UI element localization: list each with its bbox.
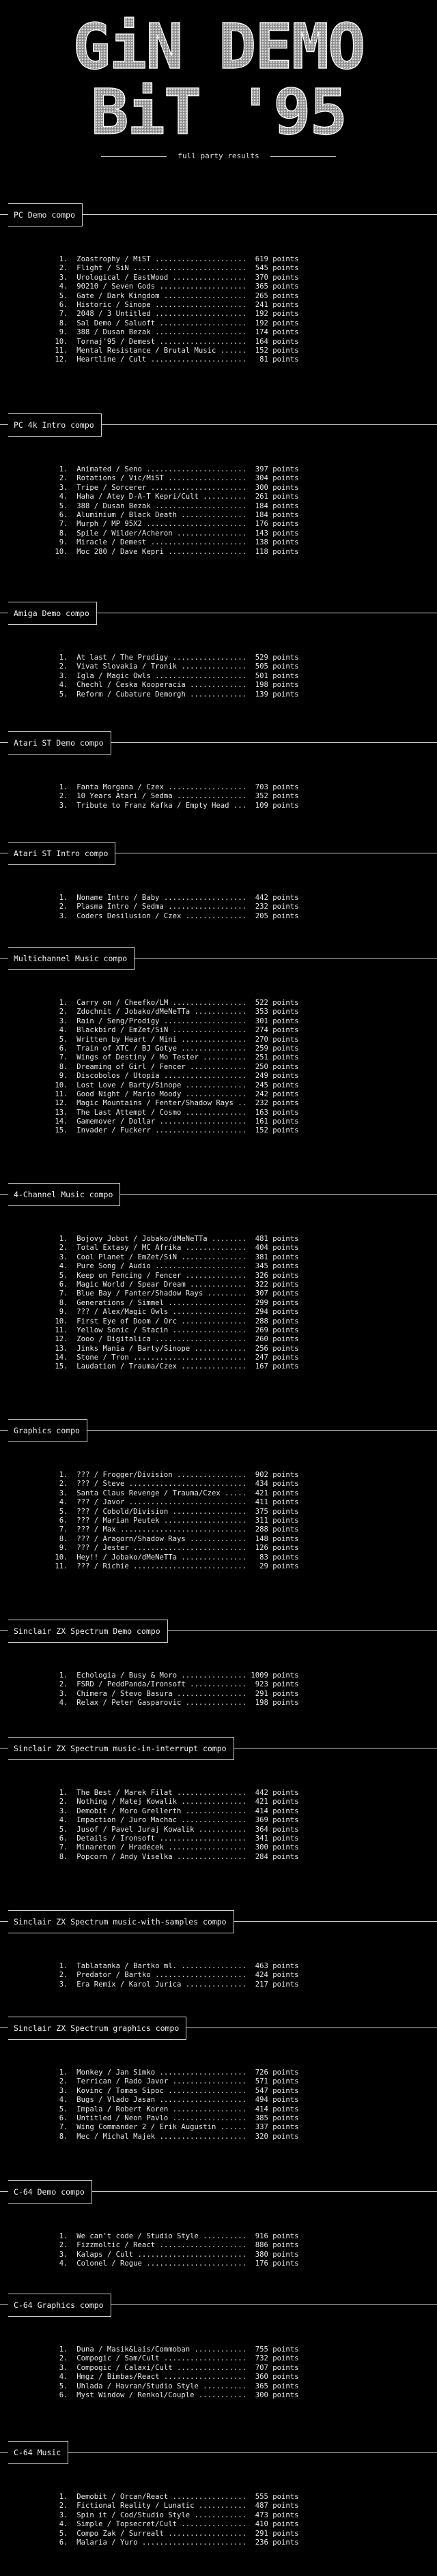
section-header — [0, 1620, 437, 1643]
result-row: 1. The Best / Marek Filat ................ 442 points — [51, 1789, 299, 1797]
result-row: 3. Kovinc / Tomas Sipoc .................. 547 points — [51, 2086, 299, 2095]
result-row: 5. Impala / Robert Koren ................. 414 points — [51, 2105, 299, 2113]
compo-section — [0, 1419, 437, 1571]
result-row: 8. Generations / Simmel .................. 299 points — [51, 1298, 299, 1307]
section-header — [0, 842, 437, 865]
result-row: 12. Zooo / Digitalica ..................... 260 points — [51, 1335, 299, 1344]
result-row: 6. Aluminium / Black Death ............... 184 points — [51, 510, 299, 519]
result-row: 15. Laudation / Trauma/Czex ............... 167 points — [51, 1362, 299, 1371]
result-row: 2. Terrican / Rado Javor ................. 571 points — [51, 2077, 299, 2086]
result-row: 10. First Eye of Doom / Orc ............... 288 points — [51, 1317, 299, 1326]
result-row: 6. Historic / Sinope ..................... 241 points — [51, 300, 299, 309]
result-row: 2. Fictional Reality / Lunatic ........... 487 points — [51, 2502, 299, 2511]
compo-section — [0, 1910, 437, 1989]
result-row: 5. Written by Heart / Mini ............... 270 points — [51, 1035, 299, 1044]
result-row: 3. Spin it / Cod/Studio Style ............ 473 points — [51, 2511, 299, 2519]
compo-section — [0, 1620, 437, 1708]
result-row: 5. ??? / Cobold/Division ................. 375 points — [51, 1507, 299, 1516]
result-row: 4. Impaction / Juro Machac ............... 369 points — [51, 1816, 299, 1825]
result-row: 13. The Last Attempt / Cosmo .............. 163 points — [51, 1108, 299, 1117]
result-row: 7. Blue Bay / Fanter/Shadow Rays ......... 307 points — [51, 1289, 299, 1298]
result-row: 8. ??? / Aragorn/Shadow Rays ............. 148 points — [51, 1534, 299, 1543]
section-title: C-64 Demo compo — [8, 2180, 92, 2204]
result-row: 1. ??? / Frogger/Division ................ 902 points — [51, 1471, 299, 1479]
result-row: 1. Fanta Morgana / Czex .................. 703 points — [51, 783, 299, 791]
result-row: 13. Jinks Mania / Barty/Sinope ............ 256 points — [51, 1344, 299, 1353]
result-row: 3. Demobit / Moro Grellerth .............. 414 points — [51, 1806, 299, 1815]
compo-section — [0, 413, 437, 557]
compo-section — [0, 2441, 437, 2547]
section-title: 4-Channel Music compo — [8, 1183, 120, 1206]
results-list — [0, 2232, 437, 2269]
compo-section — [0, 2017, 437, 2141]
results-list — [0, 999, 437, 1136]
section-title: PC 4k Intro compo — [8, 413, 102, 437]
result-row: 8. Sal Demo / Saluoft .................... 192 points — [51, 319, 299, 327]
result-row: 5. Gate / Dark Kingdom ................... 265 points — [51, 291, 299, 300]
section-header — [0, 1183, 437, 1206]
result-row: 9. Discobolos / Utopia ................... 249 points — [51, 1072, 299, 1081]
result-row: 3. Kalaps / Cult ......................... 380 points — [51, 2250, 299, 2259]
result-row: 1. Bojovy Jobot / Jobako/dMeNeTTa ........ 481 points — [51, 1235, 299, 1243]
subtitle-rule-left — [101, 156, 167, 157]
result-row: 4. Haha / Atey D-A-T Kepri/Cult .......... 261 points — [51, 493, 299, 501]
section-header — [0, 602, 437, 625]
result-row: 11. Good Night / Mario Moody .............. 242 points — [51, 1089, 299, 1098]
section-title: Multichannel Music compo — [8, 947, 135, 970]
result-row: 2. Compogic / Sam/Cult ................... 732 points — [51, 2354, 299, 2363]
result-row: 9. ??? / Alex/Magic Owls ................. 294 points — [51, 1308, 299, 1317]
result-row: 8. Popcorn / Andy Viselka ................ 284 points — [51, 1852, 299, 1861]
results-list — [0, 1789, 437, 1862]
results-list — [0, 783, 437, 810]
subtitle-text: full party results — [178, 151, 259, 160]
result-row: 4. 90210 / Seven Gods .................... 365 points — [51, 282, 299, 291]
section-header — [0, 947, 437, 970]
section-header — [0, 1419, 437, 1442]
result-row: 1. We can't code / Studio Style .......... 916 points — [51, 2232, 299, 2240]
section-title: Sinclair ZX Spectrum Demo compo — [8, 1620, 168, 1643]
result-row: 5. 388 / Dusan Bezak ..................... 184 points — [51, 501, 299, 510]
section-title: Sinclair ZX Spectrum graphics compo — [8, 2017, 186, 2040]
results-list — [0, 1962, 437, 1989]
compo-section — [0, 947, 437, 1136]
result-row: 7. Minareton / Hradecek .................. 300 points — [51, 1843, 299, 1852]
results-list — [0, 654, 437, 699]
result-row: 2. Rotations / Vic/MiST .................. 304 points — [51, 474, 299, 483]
result-row: 4. Simple / Topsecret/Cult ............... 410 points — [51, 2520, 299, 2529]
section-title: Graphics compo — [8, 1419, 87, 1442]
section-header — [0, 1910, 437, 1933]
results-list — [0, 1235, 437, 1372]
result-row: 6. Malaria / Yuro ........................ 236 points — [51, 2538, 299, 2547]
section-title: Sinclair ZX Spectrum music-in-interrupt compo — [8, 1737, 234, 1760]
results-list — [0, 465, 437, 557]
result-row: 2. Vivat Slovakia / Tronik ............... 505 points — [51, 662, 299, 671]
result-row: 8. Dreaming of Girl / Fencer ............. 250 points — [51, 1062, 299, 1071]
results-list — [0, 894, 437, 921]
result-row: 9. Miracle / Demest ...................... 138 points — [51, 538, 299, 547]
result-row: 14. Stone / Tron .......................... 247 points — [51, 1353, 299, 1362]
result-row: 3. Santa Claus Revenge / Trauma/Czex ..... 421 points — [51, 1489, 299, 1497]
section-title: C-64 Music — [8, 2441, 68, 2464]
result-row: 3. Compogic / Calaxi/Cult ................ 707 points — [51, 2363, 299, 2372]
result-row: 1. Duna / Masik&Lais/Commoban ............ 755 points — [51, 2345, 299, 2354]
compo-section — [0, 1183, 437, 1372]
section-title: Atari ST Demo compo — [8, 731, 111, 755]
result-row: 2. Predator / Bartko ..................... 424 points — [51, 1971, 299, 1980]
result-row: 15. Invader / Fuckerr ..................... 152 points — [51, 1126, 299, 1135]
results-list — [0, 1471, 437, 1571]
result-row: 1. Tablatanka / Bartko ml. ............... 463 points — [51, 1962, 299, 1970]
result-row: 8. Spile / Wilder/Acheron ................ 143 points — [51, 529, 299, 538]
result-row: 2. Zdochnit / Jobako/dMeNeTTa ............ 353 points — [51, 1008, 299, 1016]
result-row: 4. Relax / Peter Gasparovic .............. 198 points — [51, 1699, 299, 1708]
result-row: 1. Zoastrophy / MiST ..................... 619 points — [51, 255, 299, 263]
logo-line-2: BiT '95 — [91, 76, 346, 149]
result-row: 2. 10 Years Atari / Sedma ................ 352 points — [51, 792, 299, 801]
logo-line-1: GiN DEMO — [72, 12, 365, 83]
result-row: 3. Cool Planet / EmZet/SiN ............... 381 points — [51, 1253, 299, 1261]
result-row: 10. Tornaj'95 / Demest .................... 164 points — [51, 337, 299, 346]
result-row: 11. Yellow Sonic / Stacin ................. 269 points — [51, 1326, 299, 1334]
result-row: 3. Tripe / Sorcerer ...................... 300 points — [51, 483, 299, 492]
gin-demo-bit-logo — [0, 12, 437, 149]
compo-section — [0, 203, 437, 365]
result-row: 3. Chimera / Stevo Basura ................ 291 points — [51, 1689, 299, 1698]
result-row: 2. Nothing / Matej Kowalik ............... 421 points — [51, 1798, 299, 1806]
result-row: 5. Reform / Cubature Demorgh ............. 139 points — [51, 690, 299, 699]
result-row: 6. Train of XTC / BJ Gotye ............... 259 points — [51, 1044, 299, 1053]
result-row: 6. Myst Window / Renkol/Couple ........... 300 points — [51, 2390, 299, 2399]
result-row: 4. Blackbird / EmZet/SiN ................. 274 points — [51, 1026, 299, 1035]
result-row: 4. Pure Song / Audio ..................... 345 points — [51, 1262, 299, 1271]
result-row: 6. ??? / Marian Peutek ................... 311 points — [51, 1516, 299, 1525]
compo-section — [0, 602, 437, 699]
section-title: PC Demo compo — [8, 203, 83, 226]
result-row: 1. Demobit / Orcan/React ................. 555 points — [51, 2493, 299, 2501]
result-row: 3. Urological / EastWood ................. 370 points — [51, 273, 299, 282]
result-row: 7. Murph / MP 95X2 ....................... 176 points — [51, 520, 299, 529]
result-row: 10. Moc 280 / Dave Kepri .................. 118 points — [51, 547, 299, 556]
result-row: 10. Lost Love / Barty/Sinope .............. 245 points — [51, 1081, 299, 1089]
section-title: Sinclair ZX Spectrum music-with-samples compo — [8, 1910, 234, 1933]
result-row: 12. Magic Mountains / Fenter/Shadow Rays .. 232 points — [51, 1099, 299, 1108]
result-row: 9. 388 / Dusan Bezak ..................... 174 points — [51, 328, 299, 337]
result-row: 10. Hey!! / Jobako/dMeNeTTa ............... 83 points — [51, 1553, 299, 1562]
result-row: 2. Plasma Intro / Sedma .................. 232 points — [51, 903, 299, 911]
section-title: C-64 Graphics compo — [8, 2294, 111, 2317]
section-header — [0, 2294, 437, 2317]
section-title: Atari ST Intro compo — [8, 842, 115, 865]
result-row: 6. Details / Ironsoft .................... 341 points — [51, 1834, 299, 1843]
compo-section — [0, 2294, 437, 2400]
result-row: 5. Uhlada / Havran/Studio Style .......... 365 points — [51, 2382, 299, 2390]
result-row: 4. Hmgz / Bimbas/React ................... 360 points — [51, 2373, 299, 2382]
result-row: 11. Mental Resistance / Brutal Music ...... 152 points — [51, 346, 299, 355]
result-row: 5. Compo Zak / Surrealt .................. 291 points — [51, 2529, 299, 2538]
result-row: 9. ??? / Jester .......................... 126 points — [51, 1544, 299, 1553]
result-row: 14. Gamemover / Dollar .................... 161 points — [51, 1117, 299, 1126]
result-row: 5. Keep on Fencing / Fencer .............. 326 points — [51, 1271, 299, 1280]
section-header — [0, 413, 437, 437]
section-header — [0, 731, 437, 755]
result-row: 1. Echologia / Busy & Moro ............... 1009 points — [51, 1671, 299, 1680]
result-row: 5. Jusof / Pavel Juraj Kowalik ........... 364 points — [51, 1825, 299, 1834]
result-row: 6. Untitled / Neon Pavlo ................. 385 points — [51, 2113, 299, 2122]
section-header — [0, 2180, 437, 2204]
result-row: 7. Wing Commander 2 / Erik Augustin ...... 337 points — [51, 2123, 299, 2132]
results-list — [0, 255, 437, 365]
subtitle-rule-right — [270, 156, 336, 157]
result-row: 2. Fizzmoltic / React .................... 886 points — [51, 2241, 299, 2250]
result-row: 3. Tribute to Franz Kafka / Empty Head ... 109 points — [51, 801, 299, 810]
result-row: 4. Bugs / Vlado Jasan .................... 494 points — [51, 2096, 299, 2105]
result-row: 7. 2048 / 3 Untitled ..................... 192 points — [51, 310, 299, 319]
compo-section — [0, 842, 437, 921]
results-list — [0, 2493, 437, 2547]
section-title: Amiga Demo compo — [8, 602, 97, 625]
result-row: 1. Monkey / Jan Simko .................... 726 points — [51, 2068, 299, 2077]
result-row: 12. Heartline / Cult ...................... 81 points — [51, 355, 299, 364]
result-row: 11. ??? / Richie .......................... 29 points — [51, 1562, 299, 1570]
results-list — [0, 1671, 437, 1708]
result-row: 2. Total Extasy / MC Afrika .............. 404 points — [51, 1244, 299, 1253]
result-row: 1. At last / The Prodigy ................. 529 points — [51, 654, 299, 662]
result-row: 1. Animated / Seno ....................... 397 points — [51, 465, 299, 473]
result-row: 3. Rain / Seng/Prodigy ................... 301 points — [51, 1016, 299, 1025]
result-row: 2. ??? / Steve ........................... 434 points — [51, 1480, 299, 1489]
results-list — [0, 2068, 437, 2141]
result-row: 3. Igla / Magic Owls ..................... 501 points — [51, 671, 299, 680]
compo-section — [0, 2180, 437, 2269]
result-row: 2. Flight / SiN .......................... 545 points — [51, 264, 299, 273]
results-list — [0, 2345, 437, 2400]
result-row: 3. Era Remix / Karol Jurica .............. 217 points — [51, 1980, 299, 1989]
compo-section — [0, 1737, 437, 1862]
section-header — [0, 2441, 437, 2464]
result-row: 2. FSRD / PeddPanda/Ironsoft ............. 923 points — [51, 1680, 299, 1689]
result-row: 8. Mec / Michal Majek .................... 320 points — [51, 2132, 299, 2141]
compo-section — [0, 731, 437, 810]
result-row: 7. ??? / Max ............................. 288 points — [51, 1525, 299, 1534]
result-row: 4. ??? / Javor ........................... 411 points — [51, 1498, 299, 1507]
section-header — [0, 2017, 437, 2040]
result-row: 3. Coders Desilusion / Czex .............. 205 points — [51, 911, 299, 920]
result-row: 4. Chechl / Ceska Kooperacia ............. 198 points — [51, 681, 299, 690]
result-row: 4. Colonel / Rogue ....................... 176 points — [51, 2259, 299, 2268]
subtitle-row — [0, 151, 437, 160]
result-row: 7. Wings of Destiny / Mo Tester .......... 251 points — [51, 1053, 299, 1062]
result-row: 1. Noname Intro / Baby ................... 442 points — [51, 894, 299, 902]
section-header — [0, 1737, 437, 1760]
result-row: 6. Magic World / Spear Dream ............. 322 points — [51, 1280, 299, 1289]
result-row: 1. Carry on / Cheefko/LM ................. 522 points — [51, 999, 299, 1007]
section-header — [0, 203, 437, 226]
